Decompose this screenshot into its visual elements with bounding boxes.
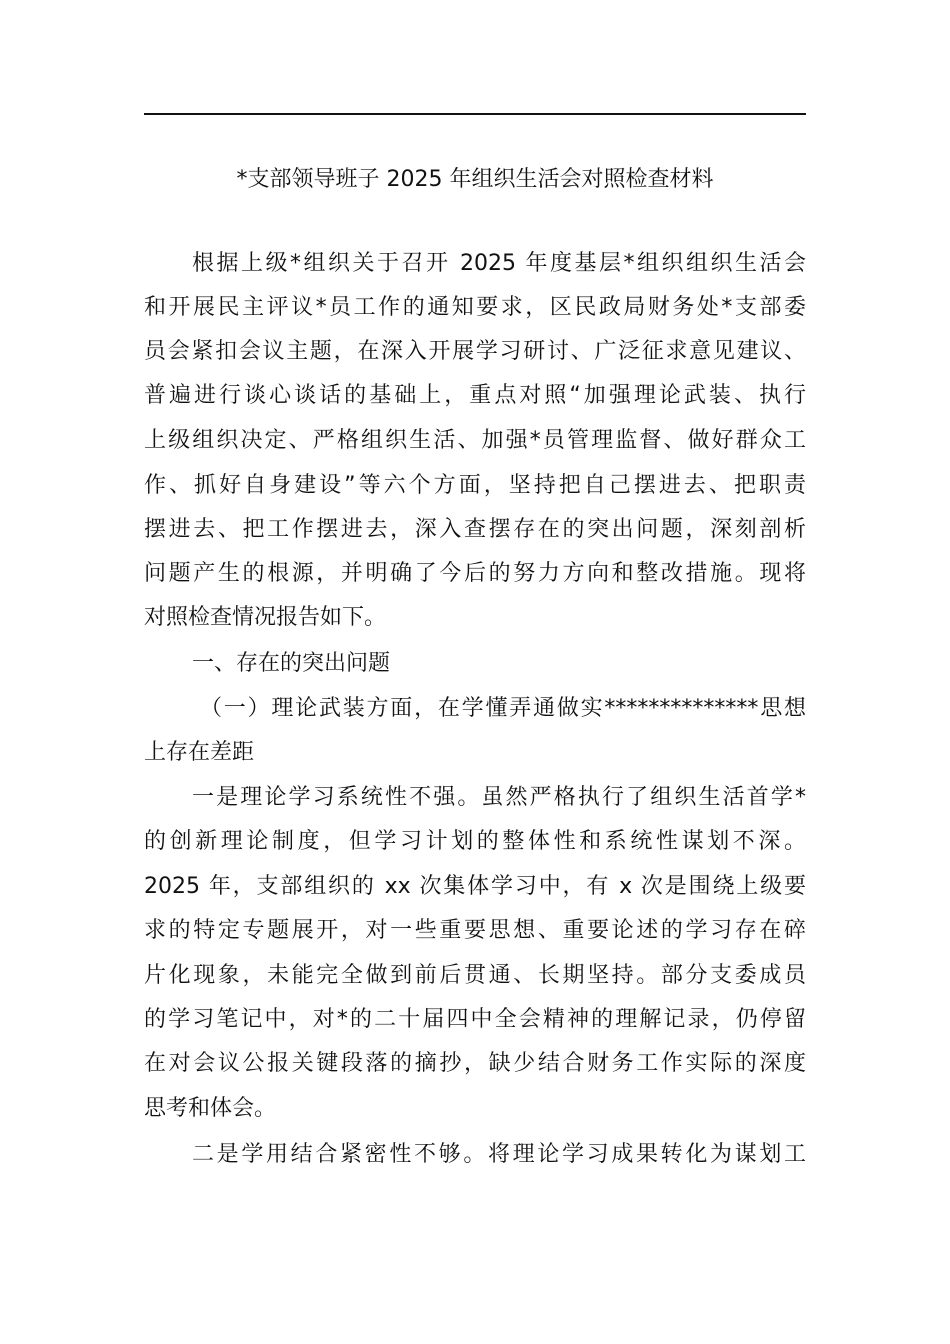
paragraph-line: 2025 年，支部组织的 xx 次集体学习中，有 x 次是围绕上级要 xyxy=(144,874,806,899)
paragraph-line: 摆进去、把工作摆进去，深入查摆存在的突出问题，深刻剖析 xyxy=(144,517,806,542)
paragraph-line: 根据上级*组织关于召开 2025 年度基层*组织组织生活会 xyxy=(192,251,806,276)
paragraph-line: 对照检查情况报告如下。 xyxy=(144,605,387,630)
subsection-heading: （一）理论武装方面，在学懂弄通做实**************思想 xyxy=(200,696,806,721)
paragraph-line: 一是理论学习系统性不强。虽然严格执行了组织生活首学* xyxy=(192,785,806,810)
header-rule xyxy=(144,113,806,115)
paragraph-line: 上级组织决定、严格组织生活、加强*员管理监督、做好群众工 xyxy=(144,428,806,453)
paragraph-line: 片化现象，未能完全做到前后贯通、长期坚持。部分支委成员 xyxy=(144,963,806,988)
section-heading: 一、存在的突出问题 xyxy=(192,651,391,676)
paragraph-line: 和开展民主评议*员工作的通知要求，区民政局财务处*支部委 xyxy=(144,295,806,320)
paragraph-line: 问题产生的根源，并明确了今后的努力方向和整改措施。现将 xyxy=(144,561,806,586)
subsection-heading: 上存在差距 xyxy=(144,740,255,765)
paragraph-line: 二是学用结合紧密性不够。将理论学习成果转化为谋划工 xyxy=(192,1142,806,1167)
paragraph-line: 作、抓好自身建设”等六个方面，坚持把自己摆进去、把职责 xyxy=(144,473,806,498)
document-title: *支部领导班子 2025 年组织生活会对照检查材料 xyxy=(236,167,714,192)
paragraph-line: 普遍进行谈心谈话的基础上，重点对照“加强理论武装、执行 xyxy=(144,383,806,408)
paragraph-line: 的创新理论制度，但学习计划的整体性和系统性谋划不深。 xyxy=(144,829,806,854)
paragraph-line: 的学习笔记中，对*的二十届四中全会精神的理解记录，仍停留 xyxy=(144,1007,806,1032)
paragraph-line: 思考和体会。 xyxy=(144,1096,277,1121)
paragraph-line: 员会紧扣会议主题，在深入开展学习研讨、广泛征求意见建议、 xyxy=(144,339,806,364)
paragraph-line: 在对会议公报关键段落的摘抄，缺少结合财务工作实际的深度 xyxy=(144,1051,806,1076)
paragraph-line: 求的特定专题展开，对一些重要思想、重要论述的学习存在碎 xyxy=(144,918,806,943)
